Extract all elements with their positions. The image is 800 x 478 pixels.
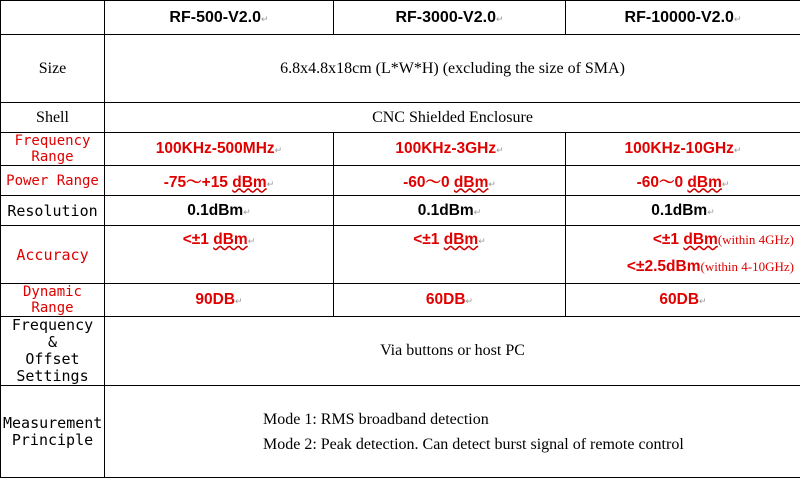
size-label: Size [1,35,105,103]
shell-value: CNC Shielded Enclosure [105,103,800,133]
power-range-rf-10000: -60～0 dBm↵ [566,166,800,196]
resolution-label: Resolution [1,196,105,226]
dynamic-range-label: Dynamic Range [1,284,105,317]
header-row [1,1,800,35]
shell-row [1,103,800,133]
model-header-rf-500: RF-500-V2.0↵ [105,1,334,35]
power-range-label: Power Range [1,166,105,196]
dynamic-range-rf-10000: 60DB↵ [566,284,800,317]
power-range-rf-3000: -60～0 dBm↵ [334,166,566,196]
frequency-range-rf-10000: 100KHz-10GHz↵ [566,133,800,166]
mode-2-text: Mode 2: Peak detection. Can detect burst signal of remote control [263,432,798,457]
resolution-rf-10000: 0.1dBm↵ [566,196,800,226]
frequency-offset-value: Via buttons or host PC [105,317,800,386]
shell-label: Shell [1,103,105,133]
size-value: 6.8x4.8x18cm (L*W*H) (excluding the size of SMA) [105,35,800,103]
model-header-rf-10000: RF-10000-V2.0↵ [566,1,800,35]
mode-1-text: Mode 1: RMS broadband detection [263,407,798,432]
resolution-rf-500: 0.1dBm↵ [105,196,334,226]
resolution-rf-3000: 0.1dBm↵ [334,196,566,226]
dynamic-range-rf-3000: 60DB↵ [334,284,566,317]
accuracy-rf-10000: <±1 dBm(within 4GHz) <±2.5dBm(within 4-10GHz) [566,226,800,284]
frequency-range-row [1,133,800,166]
frequency-offset-label: Frequency & Offset Settings [1,317,105,386]
resolution-row [1,196,800,226]
model-header-rf-3000: RF-3000-V2.0↵ [334,1,566,35]
dynamic-range-rf-500: 90DB↵ [105,284,334,317]
size-row [1,35,800,103]
frequency-range-rf-500: 100KHz-500MHz↵ [105,133,334,166]
frequency-offset-row [1,317,800,386]
header-corner [1,1,105,35]
dynamic-range-row [1,284,800,317]
accuracy-rf-500: <±1 dBm↵ [105,226,334,284]
measurement-label: Measurement Principle [1,386,105,478]
accuracy-label: Accuracy [1,226,105,284]
frequency-range-rf-3000: 100KHz-3GHz↵ [334,133,566,166]
frequency-range-label: Frequency Range [1,133,105,166]
power-range-rf-500: -75～+15 dBm↵ [105,166,334,196]
power-range-row [1,166,800,196]
accuracy-row [1,226,800,284]
accuracy-rf-3000: <±1 dBm↵ [334,226,566,284]
